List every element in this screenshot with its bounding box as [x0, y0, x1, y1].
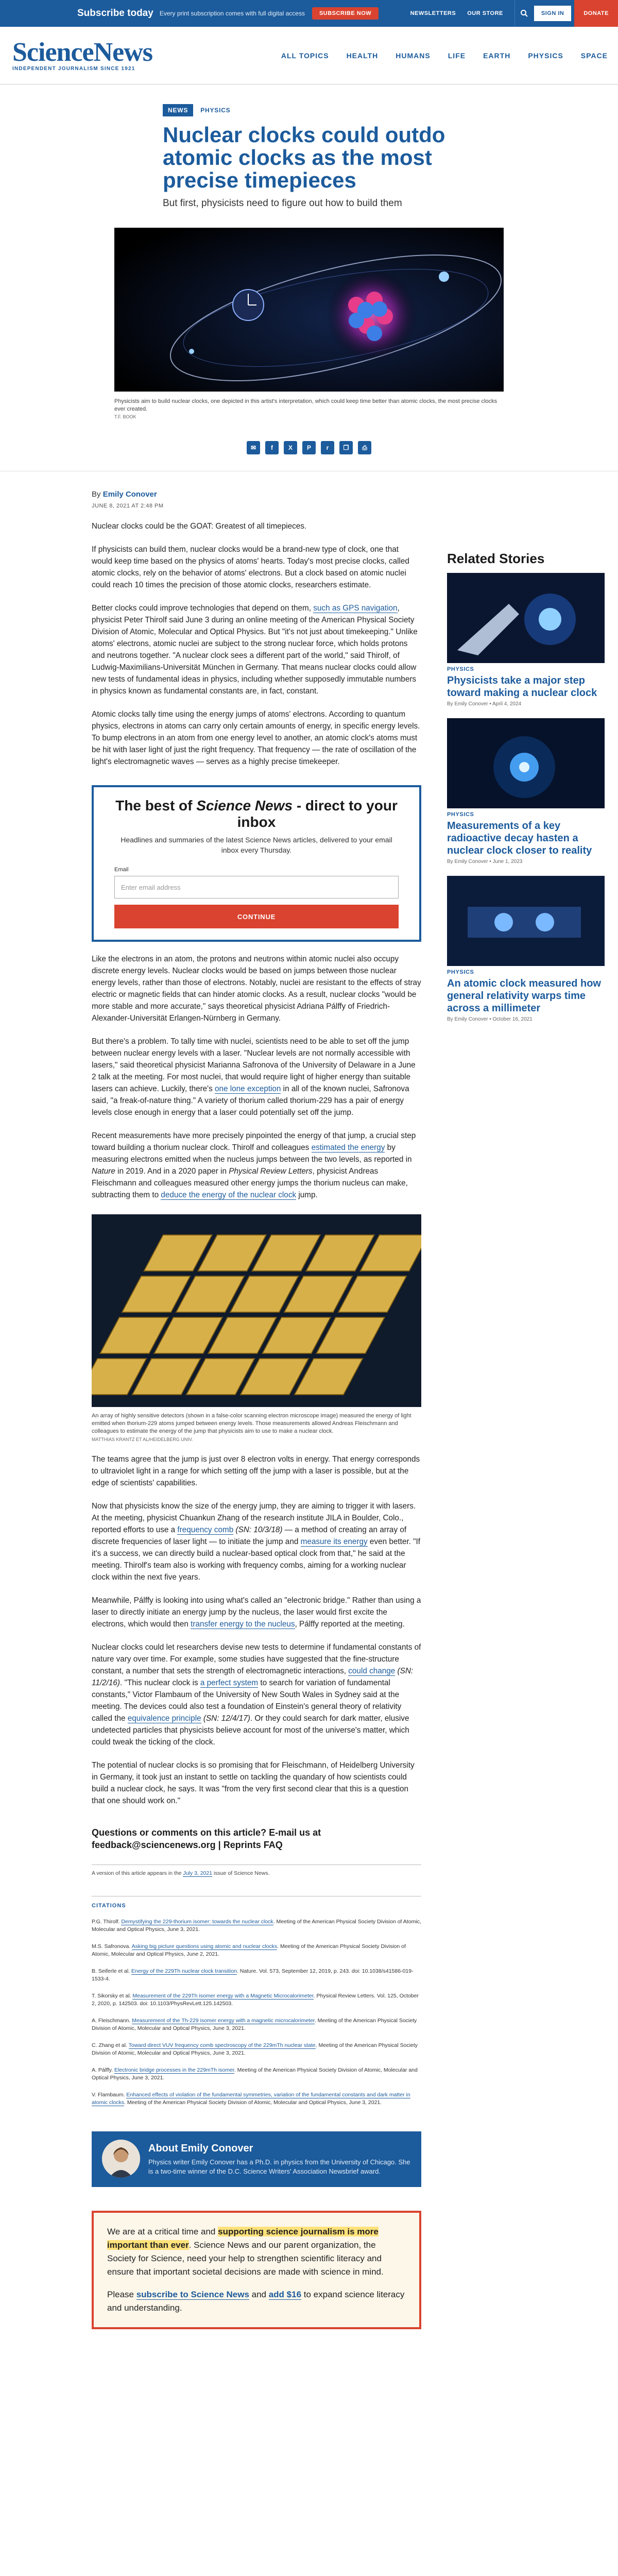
lone-exception-link[interactable]: one lone exception: [215, 1084, 281, 1093]
site-logo[interactable]: [12, 39, 152, 72]
nav-physics[interactable]: PHYSICS: [528, 52, 563, 60]
related-story[interactable]: [447, 573, 605, 707]
nav-space[interactable]: SPACE: [580, 52, 608, 60]
paragraph: Nuclear clocks could let researchers devise new tests to determine if fundamental constants of nature vary over time. For example, some studies have suggested that the fine-structure constant, a number that sets the strength of electromagnetic interactions, could change (SN: 11/2/16). "This nuclear clock is a perfect system to search for variation of fundamental constants," Victor Flambaum of the University of New South Wales in Sydney said at the meeting. The devices could also test a foundation of Einstein's general theory of relativity called the equivalence principle (SN: 12/4/17). Or they could search for dark matter, elusive undetected particles that physicists believe account for most of the universe's matter, which could tweak the ticking of the clock.: [92, 1643, 421, 1747]
category-link[interactable]: PHYSICS: [200, 107, 231, 114]
paragraph: But there's a problem. To tally time with nuclei, scientists need to be able to set off the jump between nuclear energy levels with a laser. "Nuclear levels are not normally accessible with lasers," said theoretical physicist Marianna Safronova of the University of Delaware in a June 2 talk at the meeting. For most nuclei, that would require light of higher energy than suitable lasers can achieve. Luckily, there's one lone exception in all of the known nuclei, Safronova said, "a freak-of-nature thing." A variety of thorium called thorium-229 has a pair of energy levels close enough in energy that a laser could potentially set off the jump.: [92, 1037, 416, 1117]
related-stories: [447, 551, 605, 1033]
issue-link[interactable]: July 3, 2021: [183, 1870, 213, 1876]
could-change-link[interactable]: could change: [348, 1667, 396, 1675]
citation-link[interactable]: Measurement of the Th-229 isomer energy with a magnetic microcalorimeter: [132, 2018, 315, 2024]
main-nav: [281, 52, 608, 60]
nav-humans[interactable]: HUMANS: [396, 52, 431, 60]
related-story-byline: By Emily Conover • April 4, 2024: [447, 701, 522, 707]
author-box-name[interactable]: About Emily Conover: [148, 2143, 253, 2154]
support-text: We are at a critical time and supporting science journalism is more important than ever. Science News and our parent organization, the Society for Science, need your help to strengthen scientific literacy and ensure that important societal decisions are made with science in mind.: [107, 2227, 384, 2277]
signup-description: Headlines and summaries of the latest Science News articles, delivered to your email inbox every Thursday.: [121, 836, 392, 854]
print-icon[interactable]: ⎙: [358, 441, 371, 454]
related-story[interactable]: [447, 876, 605, 1022]
citation-link[interactable]: Asking big picture questions using atomic and nuclear clocks: [131, 1943, 278, 1950]
nav-all-topics[interactable]: ALL TOPICS: [281, 52, 329, 60]
citation-link[interactable]: Toward direct VUV frequency comb spectroscopy of the 229mTh nuclear state: [128, 2042, 316, 2048]
equivalence-principle-link[interactable]: equivalence principle: [127, 1714, 201, 1723]
search-icon[interactable]: [514, 0, 534, 27]
lead-image-credit: T.F. BOOK: [114, 414, 136, 419]
citation: T. Sikorsky et al. Measurement of the 229Th isomer energy with a Magnetic Microcalorimeter. Physical Review Letters. Vol. 125, October 2, 2020, p. 142503. doi: 10.1103/PhysRevLett.125.142503.: [92, 1993, 419, 2007]
transfer-energy-link[interactable]: transfer energy to the nucleus: [191, 1620, 295, 1629]
paragraph: Recent measurements have more precisely pinpointed the energy of that jump, a crucial step toward building a thorium nuclear clock. Thirolf and colleagues estimated the energy by measuring electrons emitted when the nucleus jumps between the two levels, as reported in Nature in 2019. And in a 2020 paper in Physical Review Letters, physicist Andreas Fleischmann and colleagues measured other energy jumps the thorium nucleus can make, subtracting them to deduce the energy of the nuclear clock jump.: [92, 1131, 416, 1199]
citation-link[interactable]: Energy of the 229Th nuclear clock transition: [131, 1968, 237, 1974]
nav-life[interactable]: LIFE: [448, 52, 466, 60]
subscribe-bar: [0, 0, 618, 27]
email-input[interactable]: Enter email address: [114, 876, 399, 899]
related-story-image[interactable]: [447, 573, 605, 663]
citation-link[interactable]: Measurement of the 229Th isomer energy with a Magnetic Microcalorimeter: [132, 1993, 314, 1999]
support-box: [92, 2211, 421, 2329]
related-story-image[interactable]: [447, 718, 605, 808]
newsletters-link[interactable]: NEWSLETTERS: [410, 10, 456, 16]
nav-health[interactable]: HEALTH: [346, 52, 379, 60]
citation: M.S. Safronova. Asking big picture questions using atomic and nuclear clocks. Meeting of the American Physical Society Division of Atomic, Molecular and Optical Physics, June 2, 2021.: [92, 1943, 406, 1957]
add-donation-link[interactable]: add $16: [268, 2290, 302, 2299]
detector-array-image: [92, 1214, 421, 1407]
article-title: Nuclear clocks could outdo atomic clocks as the most precise timepieces: [163, 123, 445, 192]
subscribe-title[interactable]: Subscribe today: [77, 8, 153, 19]
x-share-icon[interactable]: X: [284, 441, 297, 454]
pinterest-share-icon[interactable]: P: [302, 441, 316, 454]
print-issue-note: A version of this article appears in the July 3, 2021 issue of Science News.: [92, 1865, 421, 1876]
citation: A. Pálffy. Electronic bridge processes in the 229mTh isomer. Meeting of the American Physical Society Division of Atomic, Molecular and Optical Physics, June 3, 2021.: [92, 2067, 418, 2081]
author-box: [92, 2131, 421, 2187]
related-story-kicker[interactable]: PHYSICS: [447, 969, 474, 975]
bookmark-icon[interactable]: ❐: [339, 441, 353, 454]
gps-link[interactable]: such as GPS navigation: [313, 604, 398, 613]
email-share-icon[interactable]: ✉: [247, 441, 260, 454]
article-dek: But first, physicists need to figure out how to build them: [163, 198, 402, 209]
related-story-byline: By Emily Conover • October 16, 2021: [447, 1016, 533, 1022]
citation: B. Seiferle et al. Energy of the 229Th nuclear clock transition. Nature. Vol. 573, September 12, 2019, p. 243. doi: 10.1038/s41586-019-1533-4.: [92, 1968, 414, 1982]
news-badge[interactable]: NEWS: [163, 104, 193, 116]
feedback-note[interactable]: Questions or comments on this article? E-mail us at feedback@sciencenews.org | Reprints FAQ: [92, 1827, 321, 1850]
paragraph: If physicists can build them, nuclear clocks would be a brand-new type of clock, one that would keep time based on the physics of atoms' hearts. Today's most precise clocks, called atomic clocks, rely on the behavior of atoms' electrons. But a clock based on atomic nuclei could reach 10 times the precision of those atomic clocks, researchers estimate.: [92, 545, 409, 589]
logo-tagline: INDEPENDENT JOURNALISM SINCE 1921: [12, 66, 135, 72]
related-stories-heading: Related Stories: [447, 551, 545, 566]
byline-prefix: By: [92, 490, 101, 499]
subscribe-link[interactable]: subscribe to Science News: [136, 2290, 249, 2299]
our-store-link[interactable]: OUR STORE: [467, 10, 503, 16]
lead-image: [114, 228, 504, 392]
email-label: Email: [114, 867, 129, 873]
citation-link[interactable]: Enhanced effects of violation of the fundamental symmetries, variation of the fundamental constants and dark matter in atomic clocks: [92, 2092, 410, 2106]
related-story-title[interactable]: An atomic clock measured how general relativity warps time across a millimeter: [447, 978, 601, 1014]
citation: P.G. Thirolf. Demystifying the 229-thorium isomer: towards the nuclear clock. Meeting of the American Physical Society Division of Atomic, Molecular and Optical Physics, June 3, 2021.: [92, 1919, 421, 1933]
perfect-system-link[interactable]: a perfect system: [200, 1679, 259, 1687]
frequency-comb-link[interactable]: frequency comb: [177, 1526, 234, 1534]
related-story-title[interactable]: Measurements of a key radioactive decay hasten a nuclear clock closer to reality: [447, 820, 592, 856]
logo-wordmark: ScienceNews: [12, 38, 153, 67]
citation-link[interactable]: Demystifying the 229-thorium isomer: towards the nuclear clock: [121, 1919, 273, 1925]
related-story[interactable]: [447, 718, 605, 865]
paragraph: Meanwhile, Pálffy is looking into using what's called an "electronic bridge." Rather than using a laser to directly initiate an energy jump by the nucleus, the laser would first excite the electrons, which would then transfer energy to the nucleus, Pálffy reported at the meeting.: [92, 1596, 421, 1629]
citation: V. Flambaum. Enhanced effects of violation of the fundamental symmetries, variation of the fundamental constants and dark matter in atomic clocks. Meeting of the American Physical Society Division of Atomic, Molecular and Optical Physics, June 3, 2021.: [92, 2092, 410, 2106]
related-story-kicker[interactable]: PHYSICS: [447, 811, 474, 818]
paragraph: Like the electrons in an atom, the protons and neutrons within atomic nuclei also occupy discrete energy levels. Nuclear clocks would be based on jumps between those nuclear energy levels, rather than those of electrons. Notably, nuclei are resistant to the effects of stray electric or magnetic fields that can hinder atomic clocks. As a result, nuclear clocks "would be more stable and more accurate," says theoretical physicist Adriana Pálffy of Friedrich-Alexander-Universität Erlangen-Nürnberg in Germany.: [92, 955, 421, 1023]
citation: C. Zhang et al. Toward direct VUV frequency comb spectroscopy of the 229mTh nuclear state. Meeting of the American Physical Society Division of Atomic, Molecular and Optical Physics, June 3, 2021.: [92, 2042, 418, 2056]
subscribe-now-button[interactable]: SUBSCRIBE NOW: [312, 7, 379, 20]
article-body: [92, 471, 421, 2329]
detector-image-caption: An array of highly sensitive detectors (shown in a false-color scanning electron microscope image) measured the energy of light emitted when thorium-229 atoms jumped between energy levels. Those measurements allowed Andreas Fleischmann and colleagues to estimate the energy of the jump that physicists aim to use to make a nuclear clock.: [92, 1413, 411, 1434]
support-cta: Please subscribe to Science News and add $16 to expand science literacy and understanding.: [107, 2290, 405, 2313]
subscribe-offer: Every print subscription comes with full digital access: [159, 10, 305, 17]
related-story-kicker[interactable]: PHYSICS: [447, 666, 474, 672]
citation-link[interactable]: Electronic bridge processes in the 229mTh isomer: [114, 2067, 234, 2073]
continue-button[interactable]: CONTINUE: [114, 905, 399, 928]
lead-image-caption: Physicists aim to build nuclear clocks, one depicted in this artist's interpretation, which could keep time better than atomic clocks, the most precise clocks ever created.: [114, 398, 497, 412]
citation: A. Fleischmann. Measurement of the Th-229 isomer energy with a magnetic microcalorimeter. Meeting of the American Physical Society Division of Atomic, Molecular and Optical Physics, June 3, 2021.: [92, 2018, 417, 2031]
share-toolbar: [0, 441, 618, 454]
facebook-share-icon[interactable]: f: [265, 441, 279, 454]
publish-date: JUNE 8, 2021 AT 2:48 PM: [92, 503, 164, 509]
deduce-energy-link[interactable]: deduce the energy of the nuclear clock: [161, 1191, 297, 1199]
related-story-byline: By Emily Conover • June 1, 2023: [447, 859, 523, 865]
citations-heading: CITATIONS: [92, 1896, 421, 1909]
paragraph: The potential of nuclear clocks is so promising that for Fleischmann, of Heidelberg University in Germany, it took just an instant to settle on tackling the quandary of how scientists could build a nuclear clock, he says. It was "from the very first second clear that this is a question that one should work on.": [92, 1761, 415, 1805]
signup-title: The best of Science News - direct to your inbox: [115, 798, 398, 830]
detector-image-credit: MATTHIAS KRANTZ ET AL/HEIDELBERG UNIV.: [92, 1437, 193, 1442]
paragraph: Now that physicists know the size of the energy jump, they are aiming to trigger it with lasers. At the meeting, physicist Chuankun Zhang of the research institute JILA in Boulder, Colo., reported efforts to use a frequency comb (SN: 10/3/18) — a method of creating an array of discrete frequencies of laser light — to initiate the jump and measure its energy even better. "If it's a success, we can directly build a nuclear-based optical clock from that," he said at the meeting. Thirolf's team also is working with frequency combs, aiming for a working nuclear clock within the next five years.: [92, 1502, 421, 1582]
reddit-share-icon[interactable]: r: [321, 441, 334, 454]
estimated-energy-link[interactable]: estimated the energy: [311, 1143, 385, 1152]
donate-button[interactable]: DONATE: [574, 0, 618, 27]
related-story-title[interactable]: Physicists take a major step toward making a nuclear clock: [447, 675, 597, 699]
measure-energy-link[interactable]: measure its energy: [300, 1537, 368, 1546]
article-hero: [163, 104, 461, 209]
paragraph: Atomic clocks tally time using the energy jumps of atoms' electrons. According to quantum physics, electrons in atoms can carry only certain amounts of energy, in specific energy levels. To bump electrons in an atom from one energy level to another, an atomic clock's atoms must be hit with laser light of just the right frequency. That frequency — the rate of oscillation of the light's electromagnetic waves — serves as a highly precise timekeeper.: [92, 710, 420, 766]
author-box-bio: Physics writer Emily Conover has a Ph.D. in physics from the University of Chicago. She is a two-time winner of the D.C. Science Writers' Association Newsbrief award.: [148, 2158, 410, 2175]
nav-earth[interactable]: EARTH: [483, 52, 511, 60]
paragraph: Better clocks could improve technologies that depend on them, such as GPS navigation, physicist Peter Thirolf said June 3 during an online meeting of the American Physical Society Division of Atomic, Molecular and Optical Physics. But "it's not just about timekeeping." Unlike atoms' electrons, atomic nuclei are subject to the strong nuclear force, which holds protons and neutrons together. "A nuclear clock sees a different part of the world," said Thirolf, of Ludwig-Maximilians-Universität München in Germany. That means nuclear clocks could allow new tests of fundamental ideas in physics, including whether supposedly immutable numbers in physics known as fundamental constants are, in fact, constant.: [92, 604, 418, 696]
author-avatar[interactable]: [102, 2140, 140, 2178]
site-header: [0, 27, 618, 84]
author-link[interactable]: Emily Conover: [102, 490, 157, 499]
newsletter-signup: [92, 785, 421, 942]
sign-in-button[interactable]: SIGN IN: [534, 6, 571, 21]
citations-list: [92, 1918, 421, 2107]
paragraph: The teams agree that the jump is just over 8 electron volts in energy. That energy corresponds to ultraviolet light in a range for which setting off the jump with a laser is possible, but at the edge of scientists' capabilities.: [92, 1455, 420, 1487]
byline: [92, 490, 421, 499]
related-story-image[interactable]: [447, 876, 605, 966]
paragraph: Nuclear clocks could be the GOAT: Greatest of all timepieces.: [92, 522, 307, 531]
